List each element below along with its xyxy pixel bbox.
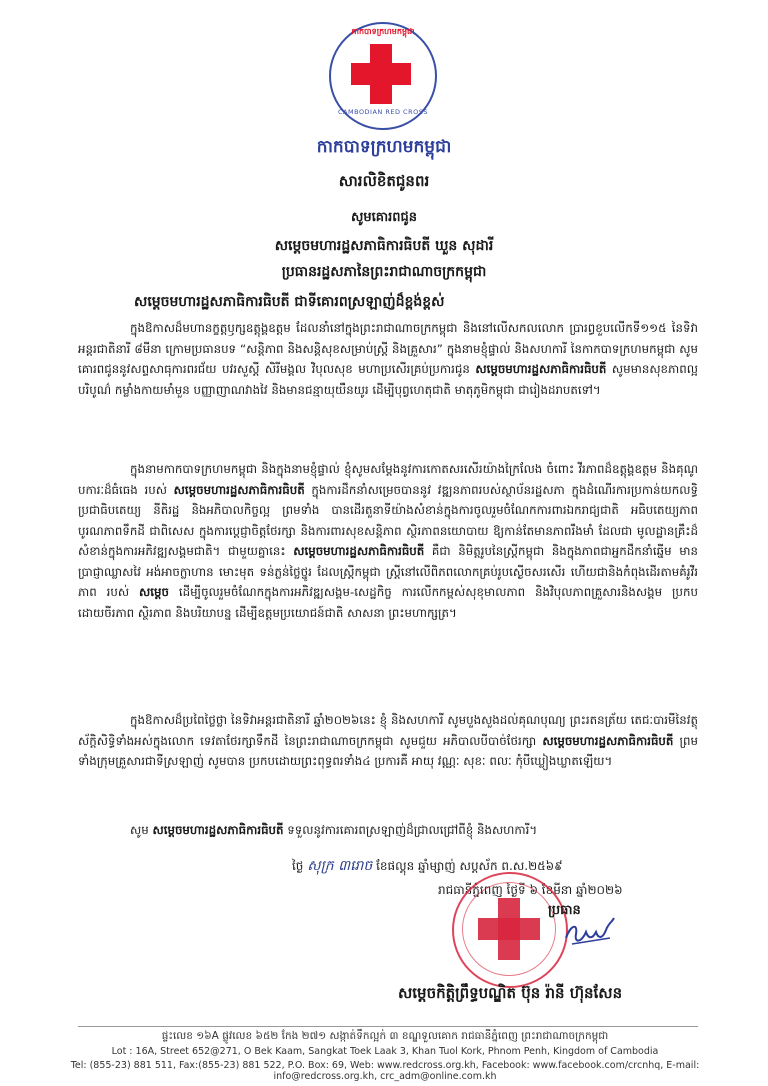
- paragraph-text: ដើម្បីចូលរួមចំណែកក្នុងការអភិវឌ្ឍសង្គម-សេដ្ឋកិច្ច ការលើកកម្ពស់សុខុមាលភាព និងវិបុលភាពគ្រួសារនិងសង្គម ប្រកបដោយចីរភាព ស្ថិរភាព និងបរិយាបន្ន ដើម្បីឧត្តមប្រយោជន៍ជាតិ សាសនា ព្រះមហាក្សត្រ។: [78, 585, 699, 620]
- footer-contact: Tel: (855-23) 881 511, Fax:(855-23) 881 522, P.O. Box: 69, Web: www.redcross.org.kh, Facebook: www.facebook.com/crcnhq, E-mail: info@redcross.org.kh, crc_adm@online.com.kh: [70, 1060, 700, 1082]
- letter-type-title: សារលិខិតជូនពរ: [338, 172, 430, 190]
- logo-text-english: CAMBODIAN RED CROSS: [338, 108, 428, 116]
- paragraph-text: ក្នុងឱកាសដ៏មហានក្ខត្តឫក្សឧត្តុង្គឧត្តម ដែលនាំនៅក្នុងព្រះរាជាណាចក្រកម្ពុជា និងនៅលើសកលលោក ប្រារព្ធខួបលើកទី១១៥ នៃទិវាអន្តរជាតិនារី ៨មីនា ក្រោមប្រធានបទ “សន្តិភាព និងសន្តិសុខសម្រាប់ស្ត្រី និងគ្រួសារ” ក្នុងនាមខ្ញុំផ្ទាល់ និងសហការី នៃកាកបាទក្រហមកម្ពុជា សូមគោរពជូននូវសព្ទសាធុការពរជ័យ បវរសួស្តី សិរីមង្គល វិបុលសុខ មហាប្រសើរគ្រប់ប្រការជូន: [78, 321, 698, 376]
- paragraph-1: [78, 318, 698, 400]
- footer-address-english: Lot : 16A, Street 652@271, O Bek Kaam, Sangkat Toek Laak 3, Khan Tuol Kork, Phnom Penh, Kingdom of Cambodia: [111, 1046, 659, 1057]
- paragraph-text: ក្នុងនាមកាកបាទក្រហមកម្ពុជា និងក្នុងនាមខ្ញុំផ្ទាល់ ខ្ញុំសូមសម្តែងនូវការកោតសរសើរយ៉ាងក្រៃលែង ចំពោះ វីរភាពដ៏ឧត្តុង្គឧត្តម និងគុណូបការៈដ៏ធំធេង របស់: [78, 462, 698, 497]
- seal-cross-horizontal: [478, 918, 540, 940]
- red-cross-seal-icon: [452, 872, 568, 988]
- red-cross-emblem-bar: [351, 63, 411, 85]
- salutation: សម្តេចមហារដ្ឋសភាធិការធិបតី ជាទីគោរពស្រឡាញ់ដ៏ខ្ពង់ខ្ពស់: [134, 294, 445, 310]
- paragraph-text: ក្នុងការដឹកនាំសម្រេចបាននូវ វឌ្ឍនភាពរបស់ស្ថាប័នរដ្ឋសភា ក្នុងដំណើរការប្រកាន់យកលទ្ធិប្រជាធិបតេយ្យ នីតិរដ្ឋ និងអភិបាលកិច្ចល្អ ព្រមទាំង បានដើរតួនាទីយ៉ាងសំខាន់ក្នុងការចូលរួមចំណែកការពារឯករាជ្យជាតិ អធិបតេយ្យភាព បូរណភាពទឹកដី ជាពិសេស ក្នុងការប្តេជ្ញាចិត្តថែរក្សា និងការពារសុខសន្តិភាព ស្ថិរភាពនយោបាយ ឱ្យកាន់តែមានភាពរឹងមាំ ដែលជា មូលដ្ឋានគ្រឹះដ៏សំខាន់ក្នុងការអភិវឌ្ឍសង្គមជាតិ។ ជាមួយគ្នានេះ: [78, 482, 698, 558]
- honorific-bold: សម្តេចមហារដ្ឋសភាធិការធិបតី: [173, 482, 305, 497]
- organization-name: កាកបាទក្រហមកម្ពុជា: [316, 137, 452, 157]
- solar-prefix: រាជធានីភ្នំពេញ ថ្ងៃទី: [438, 883, 526, 897]
- honorific-bold: សម្តេចមហារដ្ឋសភាធិការធិបតី: [475, 362, 607, 376]
- recipient-name: សម្តេចមហារដ្ឋសភាធិការធិបតី ឃួន សុដារី: [274, 238, 494, 254]
- lunar-rest: ខែផល្គុន ឆ្នាំម្សាញ់ សប្តស័ក ព.ស.២៥៦៩: [376, 859, 563, 873]
- paragraph-text: សូមមានសុខភាពល្អបរិបូណ៌ កម្លាំងកាយមាំមួន បញ្ញាញាណវាងវៃ និងមានជន្មាយុយឺនយូរ ដើម្បីបុព្វហេតុជាតិ មាតុភូមិកម្ពុជា ជារៀងដរាបតទៅ។: [78, 362, 698, 397]
- handwritten-signature-icon: [560, 908, 620, 958]
- solar-rest: ខែមីនា ឆ្នាំ២០២៦: [541, 883, 623, 897]
- closing-text: សូម: [130, 823, 153, 837]
- paragraph-text: ក្នុងឱកាសដ៏ប្រពៃថ្លៃថ្លា នៃទិវាអន្តរជាតិនារី ឆ្នាំ២០២៦នេះ ខ្ញុំ និងសហការី សូមបួងសួងដល់គុណបុណ្យ ព្រះរតនត្រ័យ តេជៈបារមីនៃវត្ថុស័ក្តិសិទ្ធិទាំងអស់ក្នុងលោក ទេវតាថែរក្សាទឹកដី នៃព្រះរាជាណាចក្រកម្ពុជា សូមជួយ អភិបាលបីបាច់ថែរក្សា: [78, 713, 698, 748]
- paragraph-3: [78, 710, 698, 772]
- lunar-handwritten: សុក្រ ៣រោច: [307, 858, 373, 874]
- paragraph-2: [78, 459, 698, 623]
- solar-day: ៦: [529, 883, 538, 897]
- honorific-bold: សម្តេចមហារដ្ឋសភាធិការធិបតី: [293, 544, 425, 558]
- honorific-bold: សម្តេច: [138, 585, 169, 599]
- respect-line: សូមគោរពជូន: [350, 210, 417, 225]
- logo-text-khmer: កាកបាទក្រហមកម្ពុជា: [351, 27, 415, 36]
- honorific-bold: សម្តេចមហារដ្ឋសភាធិការធិបតី: [152, 823, 284, 837]
- closing-line: [130, 820, 730, 840]
- footer-divider: [78, 1026, 698, 1027]
- signatory-title: ប្រធាន: [548, 903, 581, 918]
- recipient-title: ប្រធានរដ្ឋសភានៃព្រះរាជាណាចក្រកម្ពុជា: [281, 264, 487, 280]
- paragraph-text: ព្រមទាំងក្រុមគ្រួសារជាទីស្រឡាញ់ សូមបាន ប្រកបដោយព្រះពុទ្ធពរទាំង៤ ប្រការគឺ អាយុ វណ្ណៈ សុខៈ ពលៈ កុំបីឃ្លៀងឃ្លាតឡើយ។: [78, 733, 698, 768]
- signatory-name: សម្តេចកិត្តិព្រឹទ្ធបណ្ឌិត ប៊ុន រ៉ានី ហ៊ុនសែន: [398, 984, 623, 1002]
- closing-text: ទទួលនូវការគោរពស្រឡាញ់ដ៏ជ្រាលជ្រៅពីខ្ញុំ និងសហការី។: [283, 823, 538, 837]
- paragraph-text: គឺជា និមិត្តរូបនៃស្ត្រីកម្ពុជា និងក្នុងភាពជាអ្នកដឹកនាំឆ្នើម មានប្រាជ្ញាឈ្លាសវៃ អង់អាចក្លាហាន មោះមុត ទន់ភ្លន់ថ្លៃថ្នូរ ដែលស្ត្រីកម្ពុជា ស្ត្រីនៅលើពិភពលោកគ្រប់រូបស្ងើចសរសើរ ហើយជានិងកំពុងដើរតាមគំរូវីរភាព របស់: [78, 544, 699, 599]
- cambodian-red-cross-logo: [329, 22, 437, 130]
- lunar-prefix: ថ្ងៃ: [292, 859, 304, 873]
- honorific-bold: សម្តេចមហារដ្ឋសភាធិការធិបតី: [542, 733, 674, 748]
- footer-address-khmer: ផ្ទះលេខ ១៦A ផ្លូវលេខ ៦៥២ កែង ២៧១ សង្កាត់ទឹកល្អក់ ៣ ខណ្ឌទួលគោក រាជធានីភ្នំពេញ ព្រះរាជាណាចក្រកម្ពុជា: [161, 1030, 609, 1042]
